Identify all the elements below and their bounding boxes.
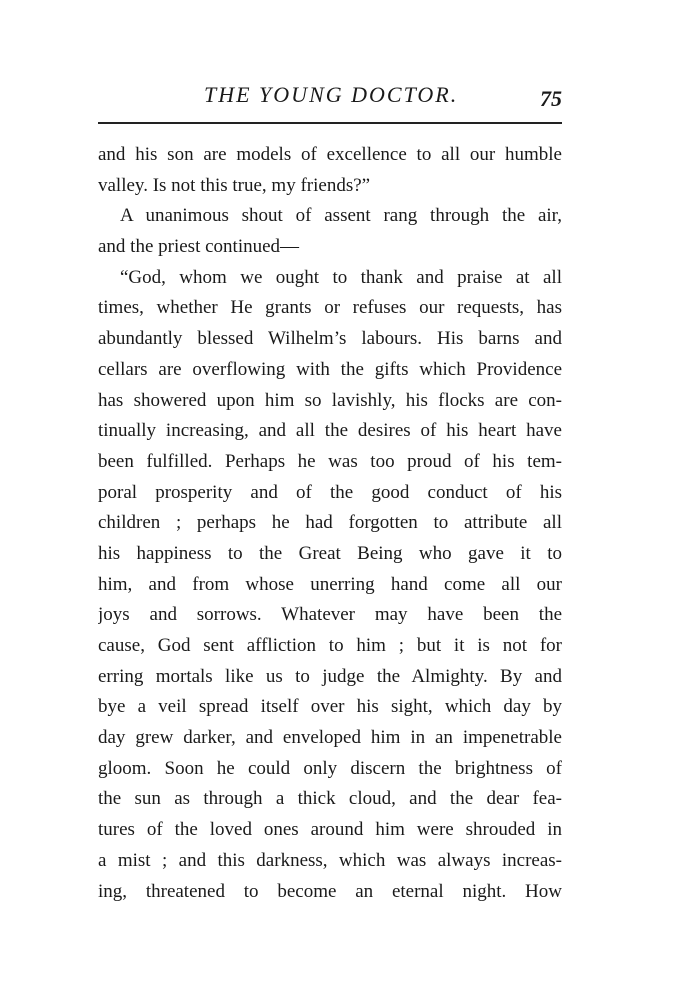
- text-line: bye a veil spread itself over his sight, which day by: [98, 696, 562, 718]
- text-line: has showered upon him so lavishly, his flocks are con-: [98, 389, 562, 411]
- text-line: cellars are overflowing with the gifts which Providence: [98, 358, 562, 380]
- text-line: A unanimous shout of assent rang through the air,: [120, 205, 562, 227]
- text-line: and the priest continued—: [98, 236, 300, 258]
- text-line: cause, God sent affliction to him ; but it is not for: [98, 635, 562, 656]
- text-line: tinually increasing, and all the desires of his heart have: [98, 420, 562, 442]
- text-line: day grew darker, and enveloped him in an impenetrable: [98, 727, 562, 749]
- text-line: children ; perhaps he had forgotten to attribute all: [98, 512, 562, 534]
- body-text: [98, 140, 562, 907]
- text-line: erring mortals like us to judge the Almighty. By and: [98, 665, 562, 687]
- text-line: the sun as through a thick cloud, and the dear fea-: [98, 788, 562, 810]
- text-line: times, whether He grants or refuses our requests, has: [98, 297, 562, 319]
- text-line: abundantly blessed Wilhelm’s labours. His barns and: [98, 328, 562, 350]
- text-line: his happiness to the Great Being who gave it to: [98, 542, 562, 564]
- text-line: “God, whom we ought to thank and praise at all: [120, 266, 562, 288]
- text-line: joys and sorrows. Whatever may have been the: [98, 604, 562, 626]
- running-title: THE YOUNG DOCTOR.: [204, 82, 459, 107]
- text-line: tures of the loved ones around him were shrouded in: [98, 819, 562, 841]
- text-line: ing, threatened to become an eternal night. How: [98, 880, 562, 902]
- page-number: 75: [540, 86, 562, 111]
- running-head: [96, 78, 566, 112]
- text-line: him, and from whose unerring hand come all our: [98, 573, 562, 595]
- text-line: valley. Is not this true, my friends?”: [98, 174, 371, 196]
- text-line: gloom. Soon he could only discern the brightness of: [98, 757, 562, 779]
- text-line: a mist ; and this darkness, which was always increas-: [98, 849, 562, 871]
- text-line: been fulfilled. Perhaps he was too proud of his tem-: [98, 450, 562, 472]
- header-rule: [98, 122, 562, 124]
- text-line: poral prosperity and of the good conduct of his: [98, 481, 562, 503]
- text-line: and his son are models of excellence to all our humble: [98, 144, 562, 165]
